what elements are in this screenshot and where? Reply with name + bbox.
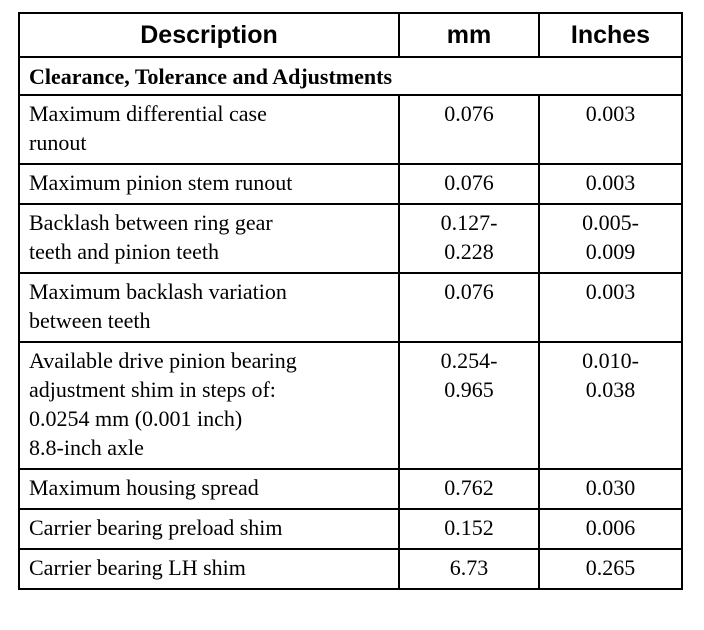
inches-value-line: 0.005-	[582, 210, 639, 235]
description-cell	[19, 469, 399, 509]
description-line: 0.0254 mm (0.001 inch)	[29, 406, 243, 431]
mm-value-line: 0.228	[444, 239, 494, 264]
section-row	[19, 57, 682, 95]
description-cell	[19, 95, 399, 164]
inches-value-line: 0.003	[585, 279, 636, 304]
inches-value-cell	[539, 509, 682, 549]
inches-value-cell	[539, 95, 682, 164]
table-row	[19, 164, 682, 204]
mm-value-cell	[399, 164, 539, 204]
description-cell	[19, 342, 399, 469]
table-row	[19, 95, 682, 164]
header-row	[19, 13, 682, 57]
description-line: runout	[29, 130, 87, 155]
description-line: Carrier bearing LH shim	[29, 555, 246, 580]
description-cell	[19, 509, 399, 549]
mm-value-line: 6.73	[449, 555, 489, 580]
table-row	[19, 273, 682, 342]
header-description: Description	[19, 13, 399, 57]
inches-value-line: 0.265	[585, 555, 636, 580]
section-title: Clearance, Tolerance and Adjustments	[19, 57, 682, 95]
description-line: teeth and pinion teeth	[29, 239, 219, 264]
description-line: between teeth	[29, 308, 151, 333]
mm-value-line: 0.152	[444, 515, 494, 540]
description-line: Backlash between ring gear	[29, 210, 273, 235]
mm-value-line: 0.762	[444, 475, 494, 500]
header-mm: mm	[399, 13, 539, 57]
mm-value-cell	[399, 95, 539, 164]
inches-value-line: 0.003	[585, 170, 636, 195]
table-row	[19, 469, 682, 509]
description-line: Available drive pinion bearing	[29, 348, 297, 373]
header-inches: Inches	[539, 13, 682, 57]
description-cell	[19, 273, 399, 342]
description-line: Carrier bearing preload shim	[29, 515, 283, 540]
inches-value-line: 0.030	[585, 475, 636, 500]
description-line: Maximum backlash variation	[29, 279, 287, 304]
table-row	[19, 342, 682, 469]
table-header	[19, 13, 682, 57]
description-cell	[19, 549, 399, 589]
inches-value-line: 0.006	[585, 515, 636, 540]
table-body	[19, 57, 682, 589]
mm-value-line: 0.076	[444, 170, 494, 195]
description-line: Maximum differential case	[29, 101, 267, 126]
table-row	[19, 204, 682, 273]
inches-value-line: 0.003	[585, 101, 636, 126]
inches-value-line: 0.009	[585, 239, 636, 264]
inches-value-cell	[539, 549, 682, 589]
description-cell	[19, 204, 399, 273]
mm-value-line: 0.076	[444, 101, 494, 126]
description-cell	[19, 164, 399, 204]
inches-value-line: 0.010-	[582, 348, 639, 373]
inches-value-line: 0.038	[585, 377, 636, 402]
description-line: Maximum housing spread	[29, 475, 259, 500]
inches-value-cell	[539, 273, 682, 342]
description-line: adjustment shim in steps of:	[29, 377, 276, 402]
mm-value-line: 0.076	[444, 279, 494, 304]
mm-value-line: 0.254-	[440, 348, 498, 373]
mm-value-cell	[399, 549, 539, 589]
mm-value-cell	[399, 342, 539, 469]
table-row	[19, 549, 682, 589]
specification-table	[18, 12, 683, 590]
mm-value-cell	[399, 204, 539, 273]
mm-value-cell	[399, 273, 539, 342]
mm-value-cell	[399, 469, 539, 509]
table-row	[19, 509, 682, 549]
mm-value-line: 0.965	[444, 377, 494, 402]
inches-value-cell	[539, 342, 682, 469]
inches-value-cell	[539, 469, 682, 509]
inches-value-cell	[539, 164, 682, 204]
mm-value-cell	[399, 509, 539, 549]
inches-value-cell	[539, 204, 682, 273]
description-line: Maximum pinion stem runout	[29, 170, 293, 195]
mm-value-line: 0.127-	[440, 210, 498, 235]
description-line: 8.8-inch axle	[29, 435, 144, 460]
